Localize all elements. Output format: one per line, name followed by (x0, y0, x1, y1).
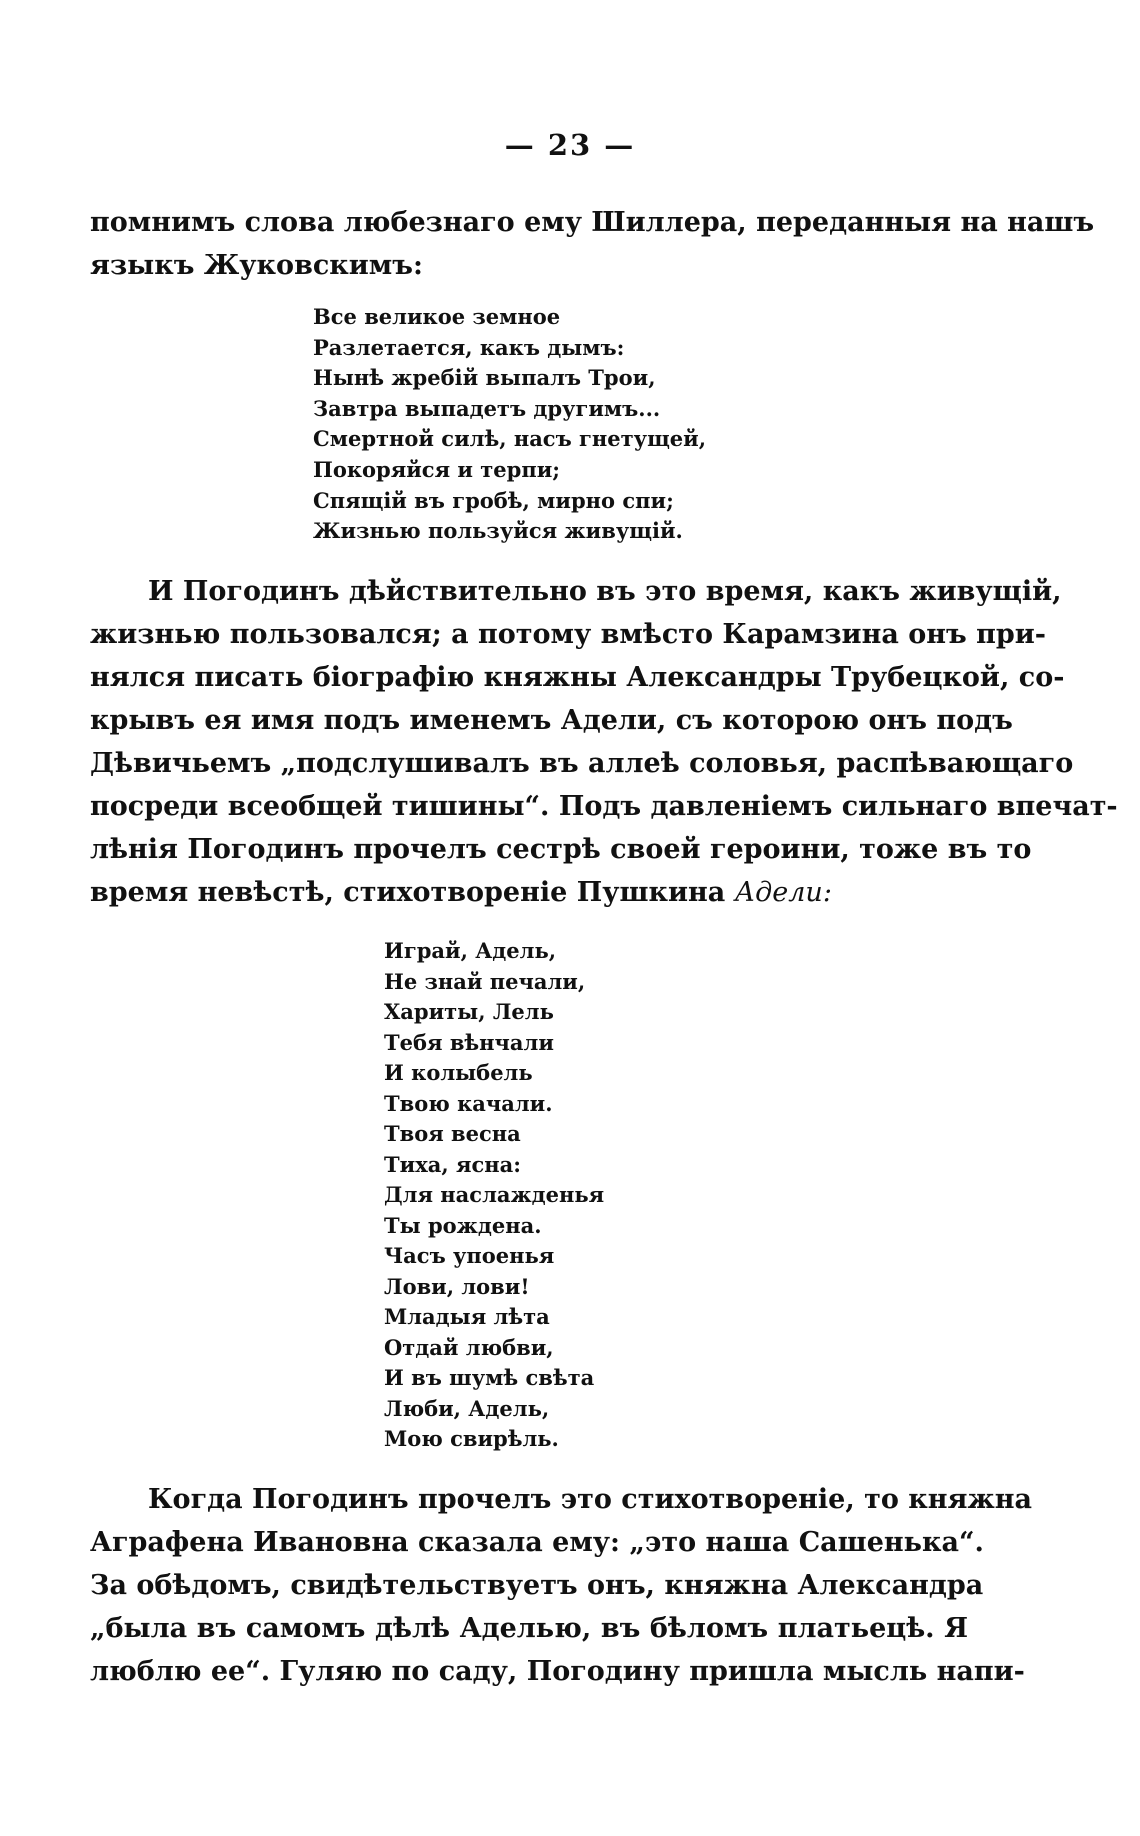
text-line: лѣнія Погодинъ прочелъ сестрѣ своей героини, тоже въ то (90, 834, 1032, 865)
verse-line: Нынѣ жребій выпалъ Трои, (313, 365, 656, 391)
verse-line: Ты рождена. (384, 1212, 542, 1238)
verse-line: Твою качали. (384, 1090, 553, 1116)
text-line: посреди всеобщей тишины“. Подъ давленіемъ сильнаго впечат- (90, 791, 1118, 822)
verse-pushkin-adel (384, 936, 604, 1455)
verse-line: Все великое земное (313, 304, 561, 329)
text-line: крывъ ея имя подъ именемъ Адели, съ которою онъ подъ (90, 705, 1013, 736)
verse-line: И колыбель (384, 1060, 533, 1085)
verse-line: Хариты, Лель (384, 999, 554, 1024)
verse-line: Часъ упоенья (384, 1243, 555, 1268)
verse-line: Отдай любви, (384, 1334, 554, 1360)
text-line (90, 871, 968, 914)
paragraph-1 (90, 201, 1095, 287)
page-number: — 23 — (504, 128, 636, 162)
verse-line: Для наслажденья (384, 1182, 605, 1207)
verse-line: Спящій въ гробѣ, мирно спи; (313, 487, 674, 513)
verse-line: Завтра выпадетъ другимъ... (313, 395, 661, 421)
paragraph-2 (90, 570, 1118, 914)
verse-line: Тиха, ясна: (384, 1151, 521, 1177)
italic-title: Адели: (734, 877, 832, 908)
verse-line: Жизнью пользуйся живущій. (313, 518, 683, 544)
verse-line: Твоя весна (384, 1121, 521, 1146)
verse-line: Играй, Адель, (384, 938, 557, 963)
verse-schiller (313, 302, 706, 547)
text-line: люблю ее“. Гуляю по саду, Погодину пришла мысль напи- (90, 1656, 1025, 1687)
verse-line: Лови, лови! (384, 1273, 530, 1299)
verse-line: Тебя вѣнчали (384, 1029, 554, 1055)
verse-line: Мою свирѣль. (384, 1426, 559, 1451)
text-line: помнимъ слова любезнаго ему Шиллера, переданныя на нашъ (90, 207, 1095, 238)
text-line: языкъ Жуковскимъ: (90, 250, 423, 281)
verse-line: Покоряйся и терпи; (313, 456, 561, 482)
verse-line: Смертной силѣ, насъ гнетущей, (313, 426, 707, 452)
text-line: „была въ самомъ дѣлѣ Аделью, въ бѣломъ платьецѣ. Я (90, 1613, 968, 1644)
text-line: нялся писать біографію княжны Александры Трубецкой, со- (90, 662, 1065, 693)
text-line: За обѣдомъ, свидѣтельствуетъ онъ, княжна Александра (90, 1570, 984, 1601)
verse-line: Не знай печали, (384, 968, 586, 994)
text-fragment: время невѣстѣ, стихотвореніе Пушкина (90, 877, 735, 908)
text-line: Аграфена Ивановна сказала ему: „это наша Сашенька“. (90, 1527, 984, 1558)
text-line: Когда Погодинъ прочелъ это стихотвореніе, то княжна (148, 1484, 1032, 1515)
verse-line: Разлетается, какъ дымъ: (313, 334, 625, 360)
verse-line: Младыя лѣта (384, 1304, 550, 1329)
verse-line: И въ шумѣ свѣта (384, 1365, 595, 1390)
paragraph-3 (90, 1478, 1032, 1693)
text-line: жизнью пользовался; а потому вмѣсто Карамзина онъ при- (90, 619, 1046, 650)
text-line: Дѣвичьемъ „подслушивалъ въ аллеѣ соловья, распѣвающаго (90, 748, 1074, 779)
verse-line: Люби, Адель, (384, 1395, 550, 1421)
text-line: И Погодинъ дѣйствительно въ это время, какъ живущій, (148, 576, 1062, 607)
